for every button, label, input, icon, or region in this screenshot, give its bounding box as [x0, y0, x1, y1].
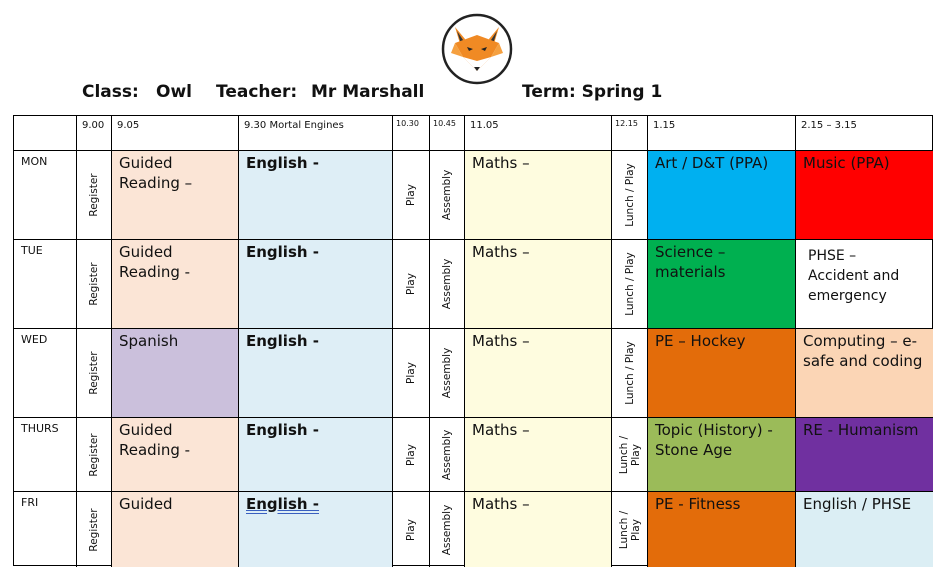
time-header: 12.15 [612, 116, 648, 151]
day-label: MON [14, 151, 77, 240]
lesson-cell: Guided [112, 492, 239, 567]
play-cell [393, 151, 430, 240]
register-cell [77, 151, 112, 240]
lesson-cell: Spanish [112, 329, 239, 418]
maths-cell: Maths – [465, 151, 612, 240]
day-label: WED [14, 329, 77, 418]
lunch-cell [612, 240, 648, 329]
day-label: TUE [14, 240, 77, 329]
time-header: 9.05 [112, 116, 239, 151]
lunch-cell [612, 329, 648, 418]
assembly-cell [430, 418, 465, 492]
assembly-cell [430, 240, 465, 329]
lesson-cell: Computing – e-safe and coding [796, 329, 933, 418]
fox-icon [441, 13, 513, 85]
register-label: Register [88, 351, 100, 395]
maths-cell: Maths – [465, 329, 612, 418]
register-label: Register [88, 507, 100, 552]
lunch-cell [612, 492, 648, 567]
register-cell [77, 418, 112, 492]
lesson-cell: Music (PPA) [796, 151, 933, 240]
teacher-value: Mr Marshall [311, 82, 425, 102]
assembly-cell [430, 492, 465, 567]
play-label: Play [405, 362, 417, 384]
lunch-label: Lunch / Play [623, 163, 636, 227]
assembly-cell [430, 151, 465, 240]
lesson-cell: PHSE – Accident and emergency [796, 240, 933, 329]
lesson-cell: Guided Reading - [112, 418, 239, 492]
lesson-cell: Topic (History) - Stone Age [648, 418, 796, 492]
time-header: 10.30 [393, 116, 430, 151]
day-label: THURS [14, 418, 77, 492]
maths-cell: Maths – [465, 418, 612, 492]
lesson-cell: RE - Humanism [796, 418, 933, 492]
assembly-label: Assembly [441, 169, 453, 221]
time-header: 9.00 [77, 116, 112, 151]
assembly-label: Assembly [441, 258, 453, 310]
timetable [13, 115, 933, 566]
lesson-cell: English / PHSE [796, 492, 933, 567]
english-cell: English - [239, 492, 393, 567]
play-label: Play [405, 443, 417, 466]
assembly-label: Assembly [441, 429, 453, 480]
lunch-label: Lunch / Play [617, 435, 642, 474]
english-cell: English - [239, 151, 393, 240]
time-header: 11.05 [465, 116, 612, 151]
play-cell [393, 329, 430, 418]
lunch-cell [612, 418, 648, 492]
english-cell: English - [239, 329, 393, 418]
time-header: 10.45 [430, 116, 465, 151]
english-cell: English - [239, 240, 393, 329]
play-label: Play [405, 184, 417, 206]
play-cell [393, 492, 430, 567]
play-cell [393, 418, 430, 492]
assembly-cell [430, 329, 465, 418]
english-cell: English - [239, 418, 393, 492]
assembly-label: Assembly [441, 347, 453, 399]
play-cell [393, 240, 430, 329]
lunch-label: Lunch / Play [617, 510, 642, 549]
teacher-label: Teacher: [216, 82, 298, 102]
term-label: Term: Spring 1 [522, 82, 663, 102]
class-value: Owl [156, 82, 192, 102]
lesson-cell: Art / D&T (PPA) [648, 151, 796, 240]
lesson-cell: Science – materials [648, 240, 796, 329]
play-label: Play [405, 518, 417, 541]
assembly-label: Assembly [441, 504, 453, 555]
lunch-label: Lunch / Play [623, 252, 636, 316]
register-label: Register [88, 262, 100, 306]
play-label: Play [405, 273, 417, 295]
class-label: Class: [82, 82, 139, 102]
lesson-cell: PE – Hockey [648, 329, 796, 418]
maths-cell: Maths – [465, 492, 612, 567]
day-label: FRI [14, 492, 77, 567]
register-cell [77, 240, 112, 329]
lunch-cell [612, 151, 648, 240]
time-header: 2.15 – 3.15 [796, 116, 933, 151]
register-cell [77, 492, 112, 567]
register-label: Register [88, 432, 100, 477]
lunch-label: Lunch / Play [623, 341, 636, 405]
register-label: Register [88, 173, 100, 217]
time-header: 9.30 Mortal Engines [239, 116, 393, 151]
lesson-cell: Guided Reading - [112, 240, 239, 329]
corner-cell [14, 116, 77, 151]
time-header: 1.15 [648, 116, 796, 151]
register-cell [77, 329, 112, 418]
lesson-cell: Guided Reading – [112, 151, 239, 240]
lesson-cell: PE - Fitness [648, 492, 796, 567]
maths-cell: Maths – [465, 240, 612, 329]
